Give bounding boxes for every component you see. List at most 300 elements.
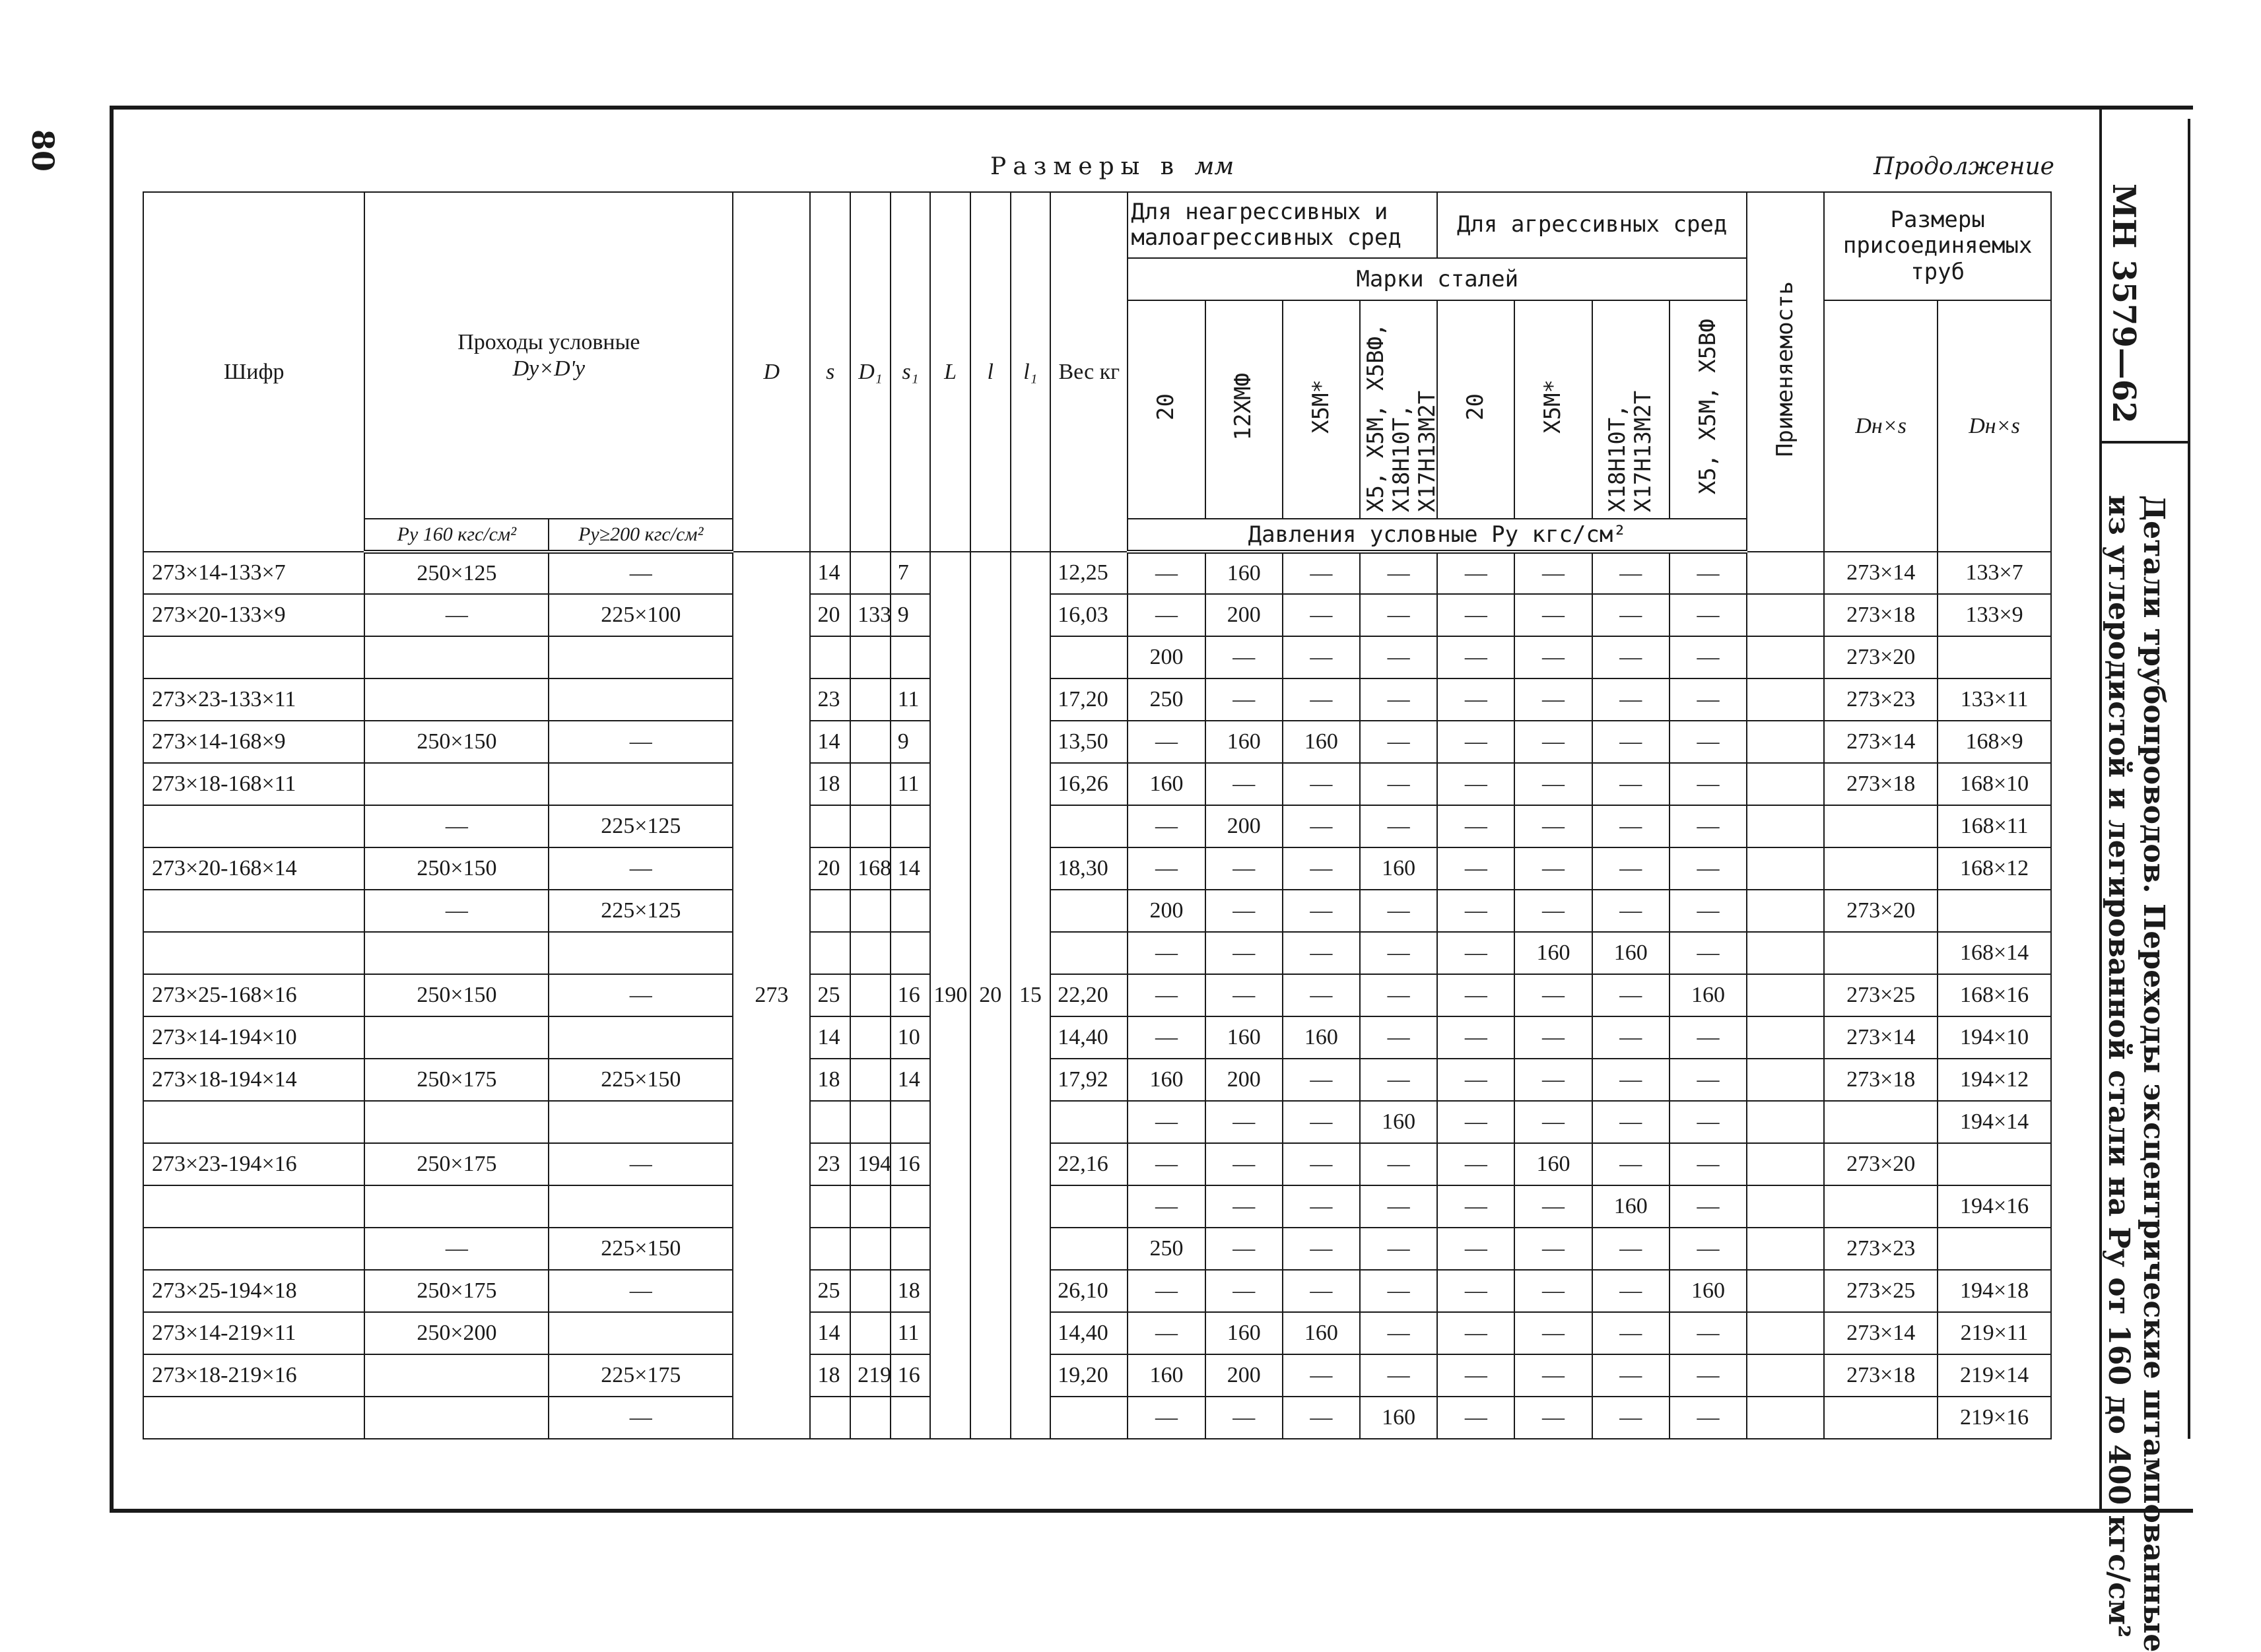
cell-dn-s-1: 273×20 [1824,636,1938,678]
cell-grade-2: — [1283,932,1360,974]
cell-code [143,636,364,678]
cell-s: 23 [810,678,850,721]
cell-weight: 19,20 [1050,1354,1128,1397]
cell-grade-7: — [1670,552,1747,594]
cell-pass-p200: 225×125 [549,805,733,847]
cell-grade-6: — [1592,721,1670,763]
cell-s1: 18 [891,1270,931,1312]
cell-s: 23 [810,1143,850,1185]
cell-dn-s-1 [1824,1101,1938,1143]
cell-grade-5: 160 [1514,932,1592,974]
cell-grade-0: — [1128,847,1205,890]
header-steel-grades: Марки сталей [1128,258,1747,300]
cell-grade-4: — [1437,1059,1514,1101]
cell-grade-0: — [1128,1185,1205,1228]
cell-grade-4: — [1437,1016,1514,1059]
cell-D1 [850,1397,891,1439]
cell-grade-2: — [1283,1270,1360,1312]
table-row [143,721,2051,763]
cell-dn-s-1: 273×14 [1824,721,1938,763]
cell-grade-1: — [1205,890,1283,932]
cell-pass-p200: — [549,1397,733,1439]
cell-grade-7: — [1670,678,1747,721]
cell-grade-7: — [1670,1059,1747,1101]
header-D: D [733,192,810,552]
table-row [143,847,2051,890]
cell-grade-2: — [1283,847,1360,890]
cell-s1: 11 [891,763,931,805]
cell-pass-p200 [549,1101,733,1143]
cell-weight: 18,30 [1050,847,1128,890]
cell-grade-3: — [1360,636,1437,678]
cell-grade-3: — [1360,721,1437,763]
header-L: L [930,192,970,552]
cell-D1: 168 [850,847,891,890]
cell-grade-6: — [1592,1016,1670,1059]
grade-12hmf: 12ХМФ [1205,300,1283,519]
cell-grade-7: — [1670,1143,1747,1185]
left-border [110,106,114,1513]
cell-grade-7: — [1670,1185,1747,1228]
cell-usage [1747,552,1824,594]
cell-grade-2: — [1283,678,1360,721]
cell-grade-3: 160 [1360,847,1437,890]
cell-grade-6: — [1592,1397,1670,1439]
cell-usage [1747,1101,1824,1143]
cell-D1 [850,1059,891,1101]
cell-dn-s-2: 194×18 [1938,1270,2051,1312]
header-nonaggressive: Для неагрессивных и малоагрессивных сред [1128,192,1437,258]
cell-grade-1: 200 [1205,1059,1283,1101]
cell-grade-2: — [1283,805,1360,847]
cell-grade-2: — [1283,974,1360,1016]
cell-D1 [850,636,891,678]
cell-grade-6: — [1592,636,1670,678]
cell-s1 [891,1397,931,1439]
cell-dn-s-1: 273×23 [1824,678,1938,721]
cell-dn-s-2: 219×14 [1938,1354,2051,1397]
cell-s: 14 [810,1312,850,1354]
cell-usage [1747,1143,1824,1185]
cell-grade-5: — [1514,1354,1592,1397]
cell-D1 [850,1228,891,1270]
table-row [143,1143,2051,1185]
cell-code [143,1101,364,1143]
cell-pass-p160 [364,1185,549,1228]
cell-grade-2: 160 [1283,1312,1360,1354]
cell-grade-1: — [1205,932,1283,974]
cell-grade-3: — [1360,678,1437,721]
cell-pass-p160: 250×150 [364,721,549,763]
cell-pass-p200 [549,1016,733,1059]
cell-grade-6: — [1592,974,1670,1016]
cell-grade-7: — [1670,763,1747,805]
table-row [143,1354,2051,1397]
cell-grade-0: — [1128,552,1205,594]
header-usage: Применяемость [1747,192,1824,552]
cell-grade-5: — [1514,1185,1592,1228]
cell-D1 [850,721,891,763]
cell-D: 273 [733,552,810,1439]
cell-usage [1747,1228,1824,1270]
cell-pass-p160: — [364,890,549,932]
cell-grade-5: — [1514,1270,1592,1312]
cell-D1 [850,1185,891,1228]
cell-pass-p200: — [549,847,733,890]
cell-usage [1747,636,1824,678]
cell-pass-p200: — [549,974,733,1016]
cell-weight [1050,636,1128,678]
cell-grade-5: — [1514,552,1592,594]
cell-grade-2: — [1283,1185,1360,1228]
cell-grade-1: 160 [1205,1016,1283,1059]
cell-weight: 22,20 [1050,974,1128,1016]
cell-dn-s-1: 273×18 [1824,763,1938,805]
cell-grade-1: — [1205,1228,1283,1270]
cell-grade-7: — [1670,1397,1747,1439]
cell-usage [1747,932,1824,974]
cell-grade-5: — [1514,974,1592,1016]
cell-dn-s-1: 273×25 [1824,1270,1938,1312]
cell-grade-5: — [1514,678,1592,721]
cell-s1 [891,1185,931,1228]
cell-grade-3: 160 [1360,1397,1437,1439]
cell-s1: 9 [891,721,931,763]
cell-pass-p200: 225×175 [549,1354,733,1397]
cell-dn-s-2: 168×11 [1938,805,2051,847]
table-row [143,1059,2051,1101]
header-l1: l₁ [1011,192,1051,552]
table-row [143,594,2051,636]
header-p160: Pу 160 кгс/см² [364,519,549,552]
cell-s [810,1228,850,1270]
cell-weight: 14,40 [1050,1312,1128,1354]
cell-grade-5: — [1514,1397,1592,1439]
cell-grade-3: 160 [1360,1101,1437,1143]
cell-usage [1747,594,1824,636]
cell-grade-6: — [1592,1312,1670,1354]
cell-grade-7: — [1670,1354,1747,1397]
grade-h5-group-a: Х5, Х5М, Х5ВФ, Х18Н10Т, Х17Н13М2Т [1360,300,1437,519]
cell-s: 20 [810,847,850,890]
header-weight: Вес кг [1050,192,1128,552]
cell-grade-0: 250 [1128,1228,1205,1270]
table-row [143,763,2051,805]
cell-code [143,805,364,847]
cell-dn-s-1: 273×14 [1824,1016,1938,1059]
cell-grade-0: — [1128,721,1205,763]
table-row [143,678,2051,721]
cell-grade-6: — [1592,1143,1670,1185]
cell-grade-7: — [1670,1312,1747,1354]
cell-grade-0: 200 [1128,890,1205,932]
cell-dn-s-2: 168×12 [1938,847,2051,890]
cell-dn-s-2 [1938,890,2051,932]
cell-grade-3: — [1360,805,1437,847]
cell-grade-1: 200 [1205,805,1283,847]
cell-grade-4: — [1437,932,1514,974]
cell-code [143,890,364,932]
cell-grade-3: — [1360,763,1437,805]
cell-weight [1050,805,1128,847]
cell-D1 [850,974,891,1016]
cell-D1 [850,678,891,721]
fittings-table [143,191,2052,1439]
table-row [143,974,2051,1016]
cell-pass-p200: — [549,552,733,594]
standard-number: МН 3579—62 [2105,183,2142,424]
cell-D1 [850,890,891,932]
cell-code [143,1397,364,1439]
cell-pass-p200 [549,1312,733,1354]
cell-grade-2: 160 [1283,721,1360,763]
cell-s1 [891,1101,931,1143]
cell-grade-1: 160 [1205,721,1283,763]
cell-grade-3: — [1360,932,1437,974]
cell-s: 18 [810,1354,850,1397]
cell-grade-7: — [1670,594,1747,636]
title-line-1: Детали трубопроводов. Переходы эксцентрические штампованные [2137,495,2171,1652]
cell-code: 273×14-133×7 [143,552,364,594]
cell-grade-3: — [1360,1016,1437,1059]
cell-usage [1747,805,1824,847]
cell-usage [1747,1312,1824,1354]
cell-grade-7: — [1670,721,1747,763]
cell-D1 [850,552,891,594]
cell-weight: 12,25 [1050,552,1128,594]
cell-usage [1747,1270,1824,1312]
cell-grade-0: 160 [1128,1059,1205,1101]
cell-grade-4: — [1437,1185,1514,1228]
cell-grade-4: — [1437,678,1514,721]
table-row [143,1101,2051,1143]
cell-D1: 219 [850,1354,891,1397]
grade-20-b: 20 [1437,300,1514,519]
cell-grade-2: — [1283,1228,1360,1270]
cell-pass-p200: 225×100 [549,594,733,636]
bottom-border [114,1509,2193,1513]
grade-h5-group-b: Х5, Х5М, Х5ВФ [1670,300,1747,519]
cell-weight [1050,1185,1128,1228]
cell-grade-0: — [1128,1101,1205,1143]
cell-pass-p200 [549,763,733,805]
cell-code [143,1228,364,1270]
header-D1: D₁ [850,192,891,552]
cell-dn-s-1 [1824,1185,1938,1228]
cell-grade-2: — [1283,594,1360,636]
cell-weight [1050,932,1128,974]
cell-grade-3: — [1360,890,1437,932]
cell-grade-5: — [1514,1101,1592,1143]
cell-grade-3: — [1360,1059,1437,1101]
header-code: Шифр [143,192,364,552]
cell-pass-p160: 250×175 [364,1143,549,1185]
cell-grade-5: — [1514,594,1592,636]
cell-pass-p200 [549,1185,733,1228]
cell-pass-p200: 225×125 [549,890,733,932]
cell-grade-4: — [1437,763,1514,805]
cell-grade-7: — [1670,1101,1747,1143]
header-dn-s-2: Dн×s [1938,300,2051,552]
table-row [143,1312,2051,1354]
cell-grade-7: — [1670,932,1747,974]
cell-dn-s-2: 219×11 [1938,1312,2051,1354]
cell-pass-p200: — [549,721,733,763]
grade-h5m-a: Х5М* [1283,300,1360,519]
cell-code: 273×18-168×11 [143,763,364,805]
cell-grade-1: 160 [1205,1312,1283,1354]
cell-grade-0: — [1128,1397,1205,1439]
cell-grade-3: — [1360,1143,1437,1185]
cell-grade-3: — [1360,594,1437,636]
cell-grade-2: — [1283,1354,1360,1397]
cell-grade-5: — [1514,763,1592,805]
cell-grade-4: — [1437,1397,1514,1439]
cell-grade-1: — [1205,1270,1283,1312]
cell-grade-1: — [1205,763,1283,805]
table-row [143,1270,2051,1312]
cell-grade-5: — [1514,721,1592,763]
cell-usage [1747,974,1824,1016]
cell-code: 273×14-194×10 [143,1016,364,1059]
grade-h5m-b: Х5М* [1514,300,1592,519]
cell-grade-0: 160 [1128,763,1205,805]
cell-grade-1: — [1205,678,1283,721]
cell-grade-3: — [1360,1228,1437,1270]
cell-s: 18 [810,763,850,805]
header-s1: s₁ [891,192,931,552]
table-row [143,636,2051,678]
cell-D1: 133 [850,594,891,636]
cell-grade-5: — [1514,1016,1592,1059]
cell-pass-p160: 250×125 [364,552,549,594]
cell-grade-3: — [1360,1354,1437,1397]
cell-grade-3: — [1360,552,1437,594]
cell-s1: 7 [891,552,931,594]
cell-grade-4: — [1437,1312,1514,1354]
cell-D1 [850,763,891,805]
cell-code: 273×14-168×9 [143,721,364,763]
cell-grade-5: — [1514,1059,1592,1101]
cell-usage [1747,890,1824,932]
table-row [143,1397,2051,1439]
cell-pass-p160 [364,1101,549,1143]
cell-pass-p160: 250×150 [364,847,549,890]
cell-grade-3: — [1360,1312,1437,1354]
cell-s1 [891,932,931,974]
header-dn-s-1: Dн×s [1824,300,1938,552]
cell-grade-7: — [1670,1016,1747,1059]
cell-grade-5: 160 [1514,1143,1592,1185]
cell-grade-0: — [1128,1312,1205,1354]
cell-s [810,1397,850,1439]
sizes-caption: Размеры в мм [990,153,1234,180]
cell-grade-0: — [1128,1016,1205,1059]
cell-usage [1747,1397,1824,1439]
cell-dn-s-1 [1824,805,1938,847]
cell-s: 14 [810,721,850,763]
cell-grade-4: — [1437,594,1514,636]
cell-pass-p160: — [364,594,549,636]
cell-dn-s-1: 273×18 [1824,1354,1938,1397]
cell-dn-s-2: 133×11 [1938,678,2051,721]
cell-grade-2: — [1283,1397,1360,1439]
cell-grade-2: — [1283,1059,1360,1101]
cell-pass-p160: 250×200 [364,1312,549,1354]
header-s: s [810,192,850,552]
cell-grade-1: 200 [1205,1354,1283,1397]
cell-D1 [850,1270,891,1312]
cell-dn-s-2: 194×14 [1938,1101,2051,1143]
cell-usage [1747,1354,1824,1397]
top-border [114,106,2193,110]
cell-weight: 22,16 [1050,1143,1128,1185]
cell-weight: 16,26 [1050,763,1128,805]
cell-grade-7: 160 [1670,974,1747,1016]
cell-s: 20 [810,594,850,636]
cell-s1 [891,890,931,932]
cell-grade-3: — [1360,1270,1437,1312]
cell-grade-2: — [1283,552,1360,594]
cell-pass-p200: 225×150 [549,1228,733,1270]
cell-grade-5: — [1514,636,1592,678]
cell-code: 273×23-194×16 [143,1143,364,1185]
cell-grade-4: — [1437,890,1514,932]
cell-dn-s-2: 219×16 [1938,1397,2051,1439]
cell-dn-s-2: 168×9 [1938,721,2051,763]
cell-dn-s-2: 133×9 [1938,594,2051,636]
cell-pass-p200 [549,636,733,678]
cell-pass-p160: — [364,1228,549,1270]
cell-grade-2: — [1283,890,1360,932]
cell-pass-p160 [364,1354,549,1397]
cell-weight [1050,1101,1128,1143]
cell-grade-1: — [1205,636,1283,678]
cell-grade-2: — [1283,636,1360,678]
cell-weight [1050,890,1128,932]
cell-s1 [891,636,931,678]
cell-usage [1747,721,1824,763]
cell-grade-6: 160 [1592,932,1670,974]
header-p200: Pу≥200 кгс/см² [549,519,733,552]
cell-pass-p200 [549,678,733,721]
cell-pass-p160: 250×175 [364,1270,549,1312]
cell-grade-1: 160 [1205,552,1283,594]
table-row [143,1228,2051,1270]
cell-s: 18 [810,1059,850,1101]
cell-s1: 16 [891,974,931,1016]
cell-code: 273×20-168×14 [143,847,364,890]
cell-grade-6: — [1592,1354,1670,1397]
cell-dn-s-1 [1824,932,1938,974]
cell-s1: 14 [891,847,931,890]
cell-weight [1050,1397,1128,1439]
cell-dn-s-2: 168×16 [1938,974,2051,1016]
cell-grade-6: — [1592,890,1670,932]
cell-grade-4: — [1437,1354,1514,1397]
cell-grade-7: — [1670,636,1747,678]
cell-grade-2: — [1283,1101,1360,1143]
cell-grade-5: — [1514,847,1592,890]
cell-grade-1: — [1205,1143,1283,1185]
cell-grade-2: — [1283,763,1360,805]
side-divider [2102,441,2188,444]
cell-grade-4: — [1437,1270,1514,1312]
cell-pass-p160 [364,763,549,805]
cell-grade-4: — [1437,636,1514,678]
cell-D1 [850,1016,891,1059]
cell-grade-6: — [1592,1059,1670,1101]
